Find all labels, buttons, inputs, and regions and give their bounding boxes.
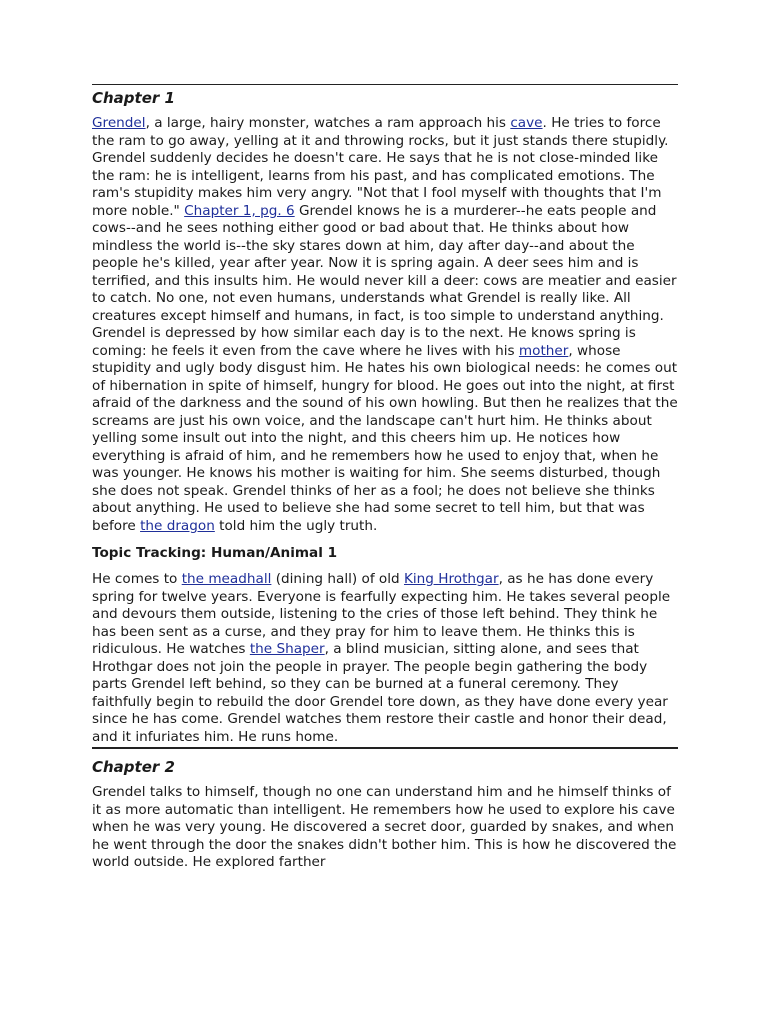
link-grendel[interactable]: Grendel: [92, 115, 146, 131]
text-run: . He tries to force the ram to go away, yelling at it and throwing rocks, but it just stands there stupidly. Grendel suddenly decides he doesn't care. He says that he is not close-minded like the ram: he is intelligent, learns from his past, and has complicated emotions. The ram's stupidity makes him very angry. "Not that I fool myself with thoughts that I'm more noble.": [92, 115, 669, 219]
link-the-meadhall[interactable]: the meadhall: [181, 571, 272, 587]
chapter-1-paragraph-2: [92, 571, 678, 746]
top-rule: [92, 84, 678, 85]
text-run: , a large, hairy monster, watches a ram approach his: [145, 115, 511, 131]
topic-tracking-label: Topic Tracking: Human/Animal 1: [92, 545, 338, 561]
link-the-dragon[interactable]: the dragon: [140, 517, 215, 534]
text-run: , a blind musician, sitting alone, and sees that Hrothgar does not join the people in prayer. The people begin gathering the body parts Grendel left behind, so they can be burned at a funeral ceremony. They faithfully begin to rebuild the door Grendel tore down, as they have done every year since he has come. Grendel watches them restore their castle and honor their dead, and it infuriates him. He runs home.: [92, 641, 668, 745]
text-run: , whose stupidity and ugly body disgust him. He hates his own biological needs: he comes out of hibernation in spite of himself, hungry for blood. He goes out into the night, at first afraid of the darkness and the sound of his own howling. But then he realizes that the screams are just his own voice, and the landscape can't hurt him. He thinks about yelling some insult out into the night, and this cheers him up. He notices how everything is afraid of him, and he remembers how he used to enjoy that, when he was younger. He knows his mother is waiting for him. She seems disturbed, though she does not speak. Grendel thinks of her as a fool; he does not believe she thinks about anything. He used to believe she had some secret to tell him, but that was before: [92, 342, 678, 534]
link-mother[interactable]: mother: [518, 342, 569, 359]
document-page: [92, 84, 678, 872]
text-run: Grendel knows he is a murderer--he eats people and cows--and he sees nothing either good or bad about that. He thinks about how mindless the world is--the sky stares down at him, day after day--and about the people he's killed, year after year. Now it is spring again. A deer sees him and is terrified, and this insults him. He would never kill a deer: cows are meatier and easier to catch. No one, not even humans, understands what Grendel is really like. All creatures except himself and humans, in fact, is too simple to understand anything. Grendel is depressed by how similar each day is to the next. He knows spring is coming: he feels it even from the cave where he lives with his: [92, 202, 677, 359]
chapter-1-paragraph-1: [92, 115, 678, 535]
link-cave[interactable]: cave: [510, 115, 543, 131]
text-run: told him the ugly truth.: [214, 517, 378, 534]
link-king-hrothgar[interactable]: King Hrothgar: [403, 571, 499, 587]
chapter-1-heading: Chapter 1: [92, 89, 175, 107]
text-run: He comes to: [92, 571, 182, 587]
section-rule: [92, 747, 678, 749]
text-run: , as he has done every spring for twelve years. Everyone is fearfully expecting him. He takes several people and devours them outside, listening to the cries of those left behind. They think he has been sent as a curse, and they pray for him to leave them. He thinks this is ridiculous. He watches: [92, 571, 671, 657]
chapter-2-paragraph-1: Grendel talks to himself, though no one can understand him and he himself thinks of it as more automatic than intelligent. He remembers how he used to explore his cave when he was very young. He discovered a secret door, guarded by snakes, and when he went through the door the snakes didn't bother him. This is how he discovered the world outside. He explored farther: [92, 784, 677, 870]
chapter-2-heading: Chapter 2: [92, 758, 175, 776]
link-the-shaper[interactable]: the Shaper: [249, 641, 325, 657]
text-run: (dining hall) of old: [271, 571, 404, 587]
link-chapter-1-pg-6[interactable]: Chapter 1, pg. 6: [184, 202, 295, 219]
